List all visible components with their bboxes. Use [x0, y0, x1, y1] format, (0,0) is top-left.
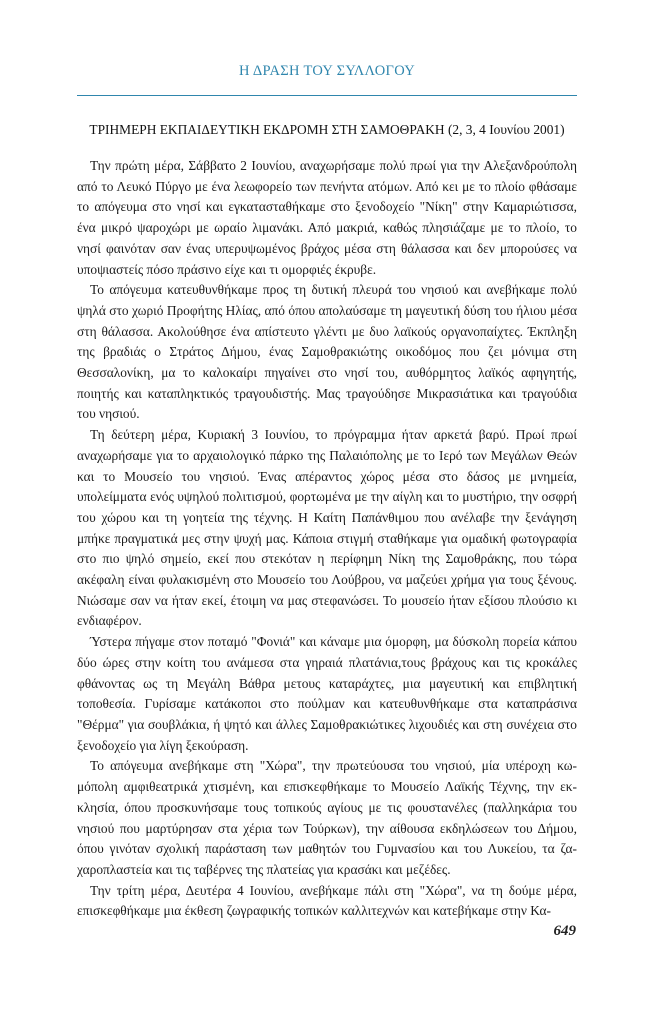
paragraph: Το απόγευμα ανεβήκαμε στη "Χώρα", την πρωτεύουσα του νησιού, μία υπέροχη κωμόπολη αμφιθεατρικά χτισμένη, και επισκεφθήκαμε το Μουσείο Λαϊκής Τέχνης, την εκκλησία, όπου προσκυνήσαμε τους τοπικούς αγίους με τις φουστανέλες (παλληκάρια του νησιού που μαρτύρησαν στα χέρια των Τούρκων), την αίθουσα εκδηλώσεων του Δήμου, όπου γινόταν σχολική παράσταση των μαθητών του Γυμνασίου και του Λυκείου, τα ζαχαροπλαστεία και τις ταβέρνες της πλατείας για κρασάκι και μεζέδες.: [77, 758, 577, 877]
article-title: ΤΡΙΗΜΕΡΗ ΕΚΠΑΙΔΕΥΤΙΚΗ ΕΚΔΡΟΜΗ ΣΤΗ ΣΑΜΟΘΡΑΚΗ (2, 3, 4 Ιουνίου 2001): [89, 122, 565, 137]
paragraph: Την τρίτη μέρα, Δευτέρα 4 Ιουνίου, ανεβήκαμε πάλι στη "Χώρα", να τη δούμε μέρα, επισκεφθήκαμε μια έκθεση ζωγραφικής τοπικών καλλιτεχνών και κατεβήκαμε στην Κα-: [77, 882, 577, 919]
running-head-title: Η ΔΡΑΣΗ ΤΟΥ ΣΥΛΛΟΓΟΥ: [238, 63, 416, 79]
paragraph: Το απόγευμα κατευθυνθήκαμε προς τη δυτική πλευρά του νησιού και ανεβήκαμε πολύ ψηλά στο χωριό Προφήτης Ηλίας, από όπου απολαύσαμε τη μαγευτική δύση του ήλιου μέσα στη θάλασσα. Ακολούθησε ένα απίστευτο γλέντι με δυο λαϊκούς οργανοπαίχτες. Έκπληξη της βραδιάς ο Στράτος Δήμου, ένας Σαμοθρακιώτης οικοδόμος που ζει μόνιμα στη Θεσσαλονίκη, μα το καλοκαίρι πηγαίνει στο νησί του, αυθόρμητος λαϊκός αφηγητής, ποιητής και καταπληκτικός τραγουδιστής. Μας τραγούδησε Μικρασιάτικα και τραγούδια του νησιού.: [77, 282, 577, 422]
page-number: 649: [553, 923, 576, 939]
paragraph: Ύστερα πήγαμε στον ποταμό "Φονιά" και κάναμε μια όμορφη, μα δύσκολη πορεία κάπου δύο ώρες στην κοίτη του ανάμεσα στα γηραιά πλατάνια,τους βράχους και τις κροκάλες φθάνοντας ως τη Μεγάλη Βάθρα μετους καταράχτες, μια μαγευτική και επιβλητική τοποθεσία. Γυρίσαμε κατάκοποι στο πούλμαν και κατευθυνθήκαμε στα καταπράσινα "Θέρμα" για σουβλάκια, ή ψητό και άλλες Σαμοθρακιώτικες λιχουδιές και στη συνέχεια στο ξενοδοχείο για λίγη ξεκούραση.: [77, 634, 577, 753]
header-rule: [77, 95, 577, 96]
article-body: [77, 156, 577, 922]
paragraph: Την πρώτη μέρα, Σάββατο 2 Ιουνίου, αναχωρήσαμε πολύ πρωί για την Αλεξανδρούπολη από το Λευκό Πύργο με ένα λεωφορείο των πενήντα ατόμων. Από κει με το πλοίο φθάσαμε το απόγευμα στο νησί και εγκατασταθήκαμε στο ξενοδοχείο "Νίκη" στην Καμαριώτισσα, ένα μικρό ψαροχώρι με ωραίο λιμανάκι. Από μακριά, καθώς πλησιάζαμε με το πλοίο, το νησί φαινόταν σαν ένας υπερυψωμένος βράχος μέσα στη θάλασσα και δεν μπορούσες να υποψιαστείς πόσο πράσινο είχε και τι ομορφιές έκρυβε.: [77, 158, 577, 277]
paragraph: Τη δεύτερη μέρα, Κυριακή 3 Ιουνίου, το πρόγραμμα ήταν αρκετά βαρύ. Πρωί πρωί αναχωρήσαμε για το αρχαιολογικό πάρκο της Παλαιόπολης με το Ιερό των Μεγάλων Θεών και το Μουσείο του νησιού. Ένας απέραντος χώρος μέσα στο δάσος με μνημεία, υπολείμματα ενός υψηλού πολιτισμού, φορτωμένα με την αίγλη και το μυστήριο, την οσφρή του χώρου και τη γοητεία της τέχνης. Η Καίτη Παπάνθιμου που ανέλαβε την ξενάγηση μπήκε πραγματικά μες στην ψυχή μας. Κάποια στιγμή σταθήκαμε για ομαδική φωτογραφία στο πιο ψηλό σημείο, εκεί που στεκόταν η περίφημη Νίκη της Σαμοθράκης, που τώρα ακέφαλη είναι φυλακισμένη στο Μουσείο του Λούβρου, να μαζεύει χρήμα για τους ξένους. Νιώσαμε σαν να ήταν εκεί, έτοιμη να μας στεφανώσει. Το μουσείο ήταν εξίσου πλούσιο κι ενδιαφέρον.: [77, 427, 577, 629]
